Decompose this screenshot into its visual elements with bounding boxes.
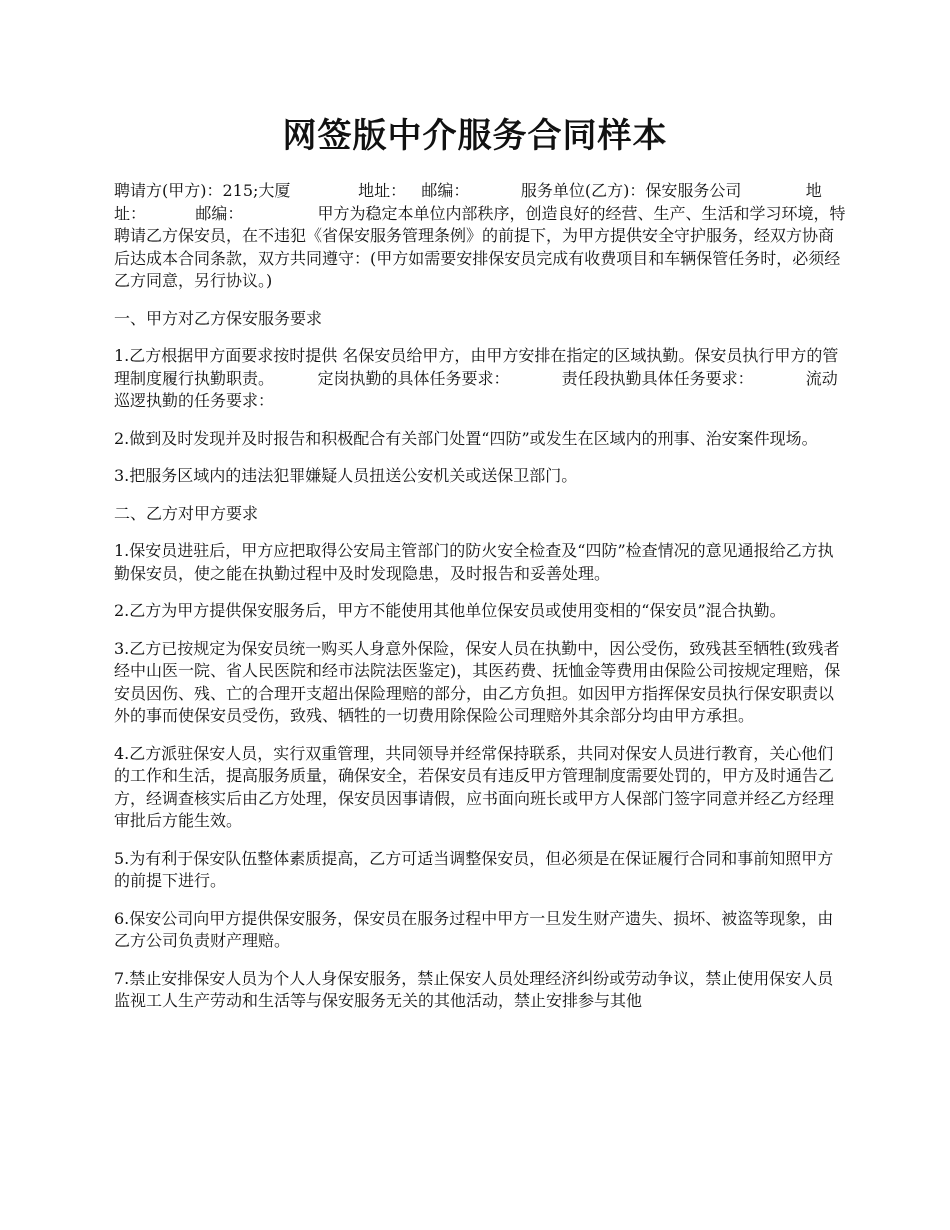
section-2-item-2: 2.乙方为甲方提供保安服务后，甲方不能使用其他单位保安员或使用变相的“保安员”混合执勤。 [114, 601, 786, 620]
document-body [114, 180, 849, 1028]
section-2-heading: 二、乙方对甲方要求 [114, 503, 259, 523]
section-2-item-4: 4.乙方派驻保安人员，实行双重管理，共同领导并经常保持联系，共同对保安人员进行教育，关心他们的工作和生活，提高服务质量，确保安全，若保安员有违反甲方管理制度需要处罚的，甲方及时通告乙方，经调查核实后由乙方处理，保安员因事请假，应书面向班长或甲方人保部门签字同意并经乙方经理审批后方能生效。 [114, 743, 835, 830]
document-title: 网签版中介服务合同样本 [282, 116, 668, 156]
intro-paragraph: 聘请方(甲方)：215;大厦 地址： 邮编： 服务单位(乙方)：保安服务公司 地址： 邮编： 甲方为稳定本单位内部秩序，创造良好的经营、生产、生活和学习环境，特聘请乙方保安员，在不违犯《省保安服务管理条例》的前提下，为甲方提供安全守护服务，经双方协商后达成本合同条款，双方共同遵守：(甲方如需要安排保安员完成有收费项目和车辆保管任务时，必须经乙方同意，另行协议。) [114, 181, 846, 290]
section-2-item-3: 3.乙方已按规定为保安员统一购买人身意外保险，保安人员在执勤中，因公受伤，致残甚至牺牲(致残者经中山医一院、省人民医院和经市法院法医鉴定)，其医药费、抚恤金等费用由保险公司按规定理赔，保安员因伤、残、亡的合理开支超出保险理赔的部分，由乙方负担。如因甲方指挥保安员执行保安职责以外的事而使保安员受伤，致残、牺牲的一切费用除保险公司理赔外其余部分均由甲方承担。 [114, 638, 841, 725]
section-2-item-6: 6.保安公司向甲方提供保安服务，保安员在服务过程中甲方一旦发生财产遗失、损坏、被盗等现象，由乙方公司负责财产理赔。 [114, 908, 834, 950]
section-2-item-5: 5.为有利于保安队伍整体素质提高，乙方可适当调整保安员，但必须是在保证履行合同和事前知照甲方的前提下进行。 [114, 848, 834, 890]
section-1-item-3: 3.把服务区域内的违法犯罪嫌疑人员扭送公安机关或送保卫部门。 [114, 466, 578, 485]
section-2-item-7: 7.禁止安排保安人员为个人人身保安服务，禁止保安人员处理经济纠纷或劳动争议，禁止使用保安人员监视工人生产劳动和生活等与保安服务无关的其他活动，禁止安排参与其他 [114, 968, 834, 1010]
section-1-item-1: 1.乙方根据甲方面要求按时提供 名保安员给甲方，由甲方安排在指定的区域执勤。保安员执行甲方的管理制度履行执勤职责。 定岗执勤的具体任务要求： 责任段执勤具体任务要求： 流动巡逻执勤的任务要求： [114, 346, 839, 410]
section-1-item-2: 2.做到及时发现并及时报告和积极配合有关部门处置“四防”或发生在区域内的刑事、治安案件现场。 [114, 428, 818, 448]
section-2-item-1: 1.保安员进驻后，甲方应把取得公安局主管部门的防火安全检查及“四防”检查情况的意见通报给乙方执勤保安员，使之能在执勤过程中及时发现隐患，及时报告和妥善处理。 [114, 541, 834, 583]
section-1-heading: 一、甲方对乙方保安服务要求 [114, 308, 323, 328]
